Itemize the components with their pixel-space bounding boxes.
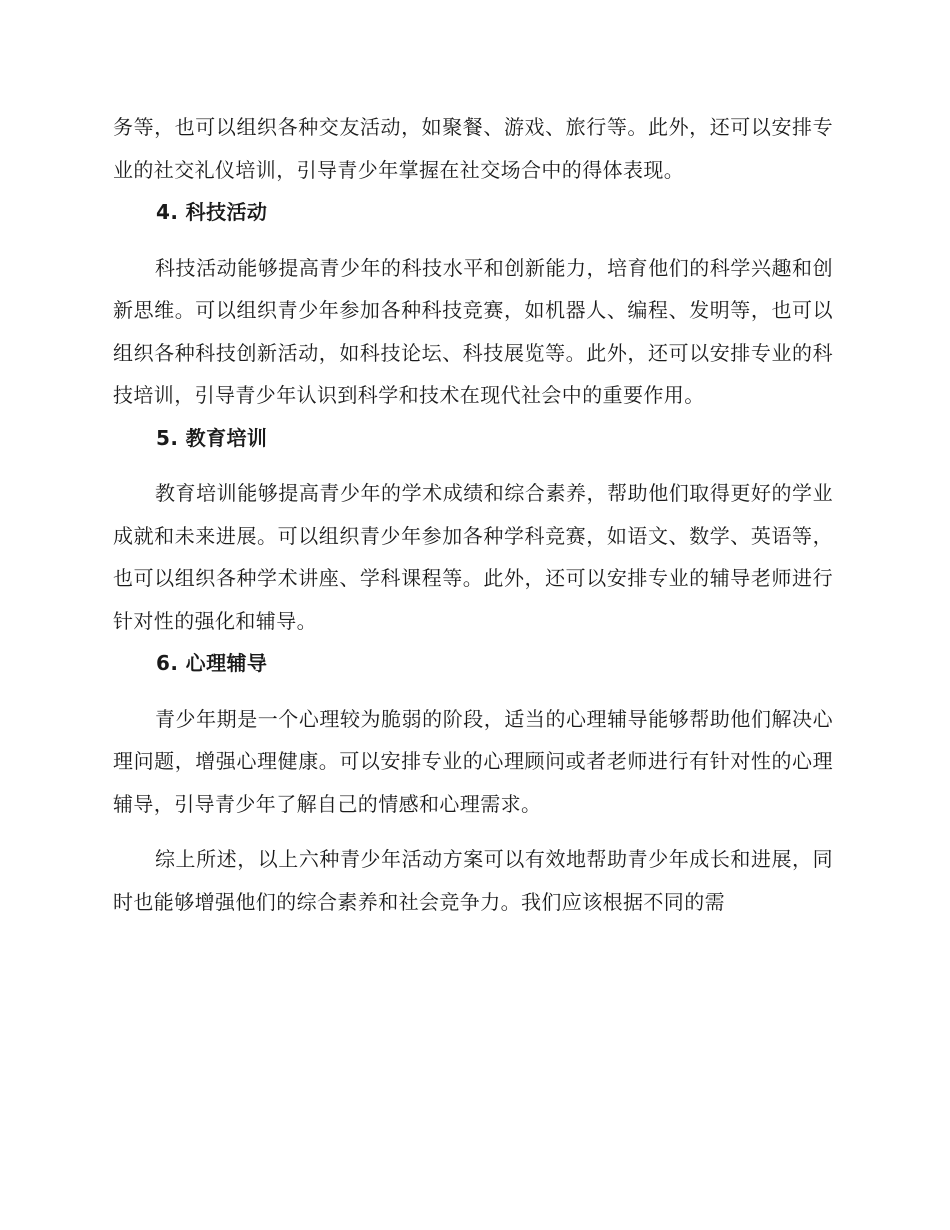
paragraph-conclusion: 综上所述，以上六种青少年活动方案可以有效地帮助青少年成长和进展，同时也能够增强他们的综合素养和社会竞争力。我们应该根据不同的需 xyxy=(113,847,833,914)
section-heading-education-training: 5. 教育培训 xyxy=(156,425,268,450)
section-heading-tech-activities: 4. 科技活动 xyxy=(156,200,268,224)
section-heading-psychological-counseling: 6. 心理辅导 xyxy=(156,651,268,675)
paragraph-tech-activities: 科技活动能够提高青少年的科技水平和创新能力，培育他们的科学兴趣和创新思维。可以组织青少年参加各种科技竞赛，如机器人、编程、发明等，也可以组织各种科技创新活动，如科技论坛、科技展览等。此外，还可以安排专业的科技培训，引导青少年认识到科学和技术在现代社会中的重要作用。 xyxy=(113,255,833,407)
paragraph-social-continued: 务等，也可以组织各种交友活动，如聚餐、游戏、旅行等。此外，还可以安排专业的社交礼仪培训，引导青少年掌握在社交场合中的得体表现。 xyxy=(113,115,833,182)
paragraph-psychological-counseling: 青少年期是一个心理较为脆弱的阶段，适当的心理辅导能够帮助他们解决心理问题，增强心理健康。可以安排专业的心理顾问或者老师进行有针对性的心理辅导，引导青少年了解自己的情感和心理需求。 xyxy=(113,706,833,816)
document-page xyxy=(113,106,833,923)
paragraph-education-training: 教育培训能够提高青少年的学术成绩和综合素养，帮助他们取得更好的学业成就和未来进展。可以组织青少年参加各种学科竞赛，如语文、数学、英语等，也可以组织各种学术讲座、学科课程等。此外，还可以安排专业的辅导老师进行针对性的强化和辅导。 xyxy=(113,481,833,633)
